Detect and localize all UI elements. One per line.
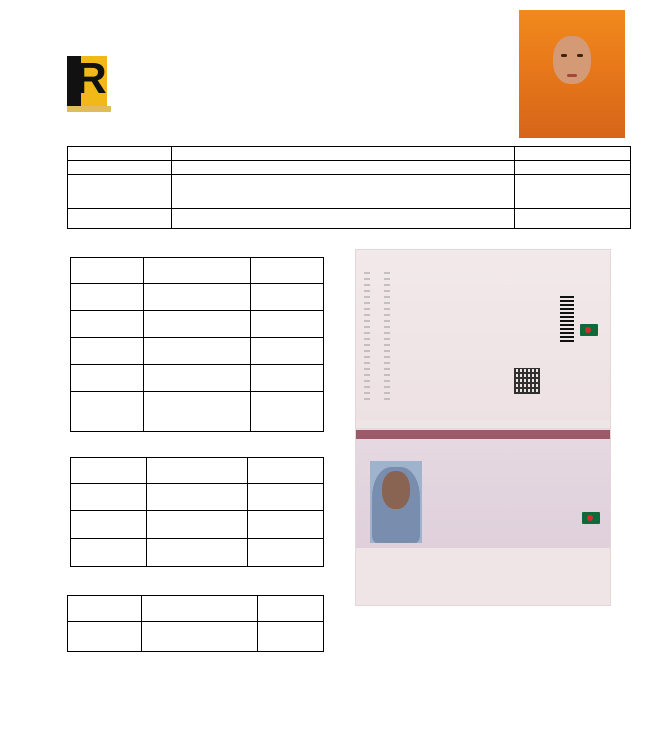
emblem-icon xyxy=(580,324,598,336)
row-arabic xyxy=(515,147,631,161)
row-label xyxy=(71,258,144,284)
passport-header-strip xyxy=(356,430,610,439)
row-label xyxy=(68,209,172,229)
row-label xyxy=(71,458,147,484)
table-row xyxy=(71,511,324,539)
passport-data-page xyxy=(356,250,610,420)
table-row xyxy=(71,458,324,484)
primary-table xyxy=(67,146,631,229)
row-arabic xyxy=(258,596,324,622)
row-value xyxy=(141,596,258,622)
row-value xyxy=(171,161,514,175)
row-label xyxy=(68,175,172,209)
others-table xyxy=(67,595,324,652)
row-value xyxy=(171,147,514,161)
row-value xyxy=(146,484,248,511)
row-arabic xyxy=(515,161,631,175)
row-arabic xyxy=(248,511,324,539)
row-arabic xyxy=(251,365,324,392)
row-label xyxy=(71,539,147,567)
table-row xyxy=(71,338,324,365)
row-value xyxy=(146,458,248,484)
row-value xyxy=(143,258,251,284)
row-value xyxy=(171,209,514,229)
table-row xyxy=(71,284,324,311)
row-label xyxy=(68,622,142,652)
row-arabic xyxy=(515,209,631,229)
row-value xyxy=(146,511,248,539)
row-label xyxy=(71,511,147,539)
table-row xyxy=(68,175,631,209)
qr-code-icon xyxy=(514,368,540,394)
row-arabic xyxy=(251,284,324,311)
row-value xyxy=(143,338,251,365)
row-arabic xyxy=(248,539,324,567)
row-value xyxy=(143,311,251,338)
row-label xyxy=(71,311,144,338)
row-arabic xyxy=(248,458,324,484)
table-row xyxy=(71,484,324,511)
row-label xyxy=(71,338,144,365)
bangladesh-flag-icon xyxy=(582,512,600,524)
row-arabic xyxy=(251,392,324,432)
row-value xyxy=(141,622,258,652)
row-label xyxy=(68,161,172,175)
row-value xyxy=(143,392,251,432)
table-row xyxy=(71,365,324,392)
table-row xyxy=(68,622,324,652)
applicant-photo xyxy=(519,10,625,138)
passport-photo xyxy=(370,461,422,543)
table-row xyxy=(71,392,324,432)
row-value xyxy=(143,365,251,392)
row-label xyxy=(68,147,172,161)
company-logo: R xyxy=(67,56,111,114)
table-row xyxy=(71,311,324,338)
row-arabic xyxy=(251,311,324,338)
table-row xyxy=(71,539,324,567)
table-row xyxy=(68,209,631,229)
table-row xyxy=(68,161,631,175)
row-value xyxy=(146,539,248,567)
row-label xyxy=(71,284,144,311)
row-value xyxy=(143,284,251,311)
row-label xyxy=(71,365,144,392)
row-label xyxy=(68,596,142,622)
passport-table xyxy=(70,457,324,567)
applicant-table xyxy=(70,257,324,432)
row-arabic xyxy=(515,175,631,209)
row-value xyxy=(171,175,514,209)
passport-scan-image xyxy=(355,249,611,606)
table-row xyxy=(68,147,631,161)
row-arabic xyxy=(251,338,324,365)
table-row xyxy=(68,596,324,622)
row-arabic xyxy=(258,622,324,652)
row-label xyxy=(71,484,147,511)
row-arabic xyxy=(251,258,324,284)
row-arabic xyxy=(248,484,324,511)
table-row xyxy=(71,258,324,284)
barcode-icon xyxy=(560,294,574,342)
row-label xyxy=(71,392,144,432)
